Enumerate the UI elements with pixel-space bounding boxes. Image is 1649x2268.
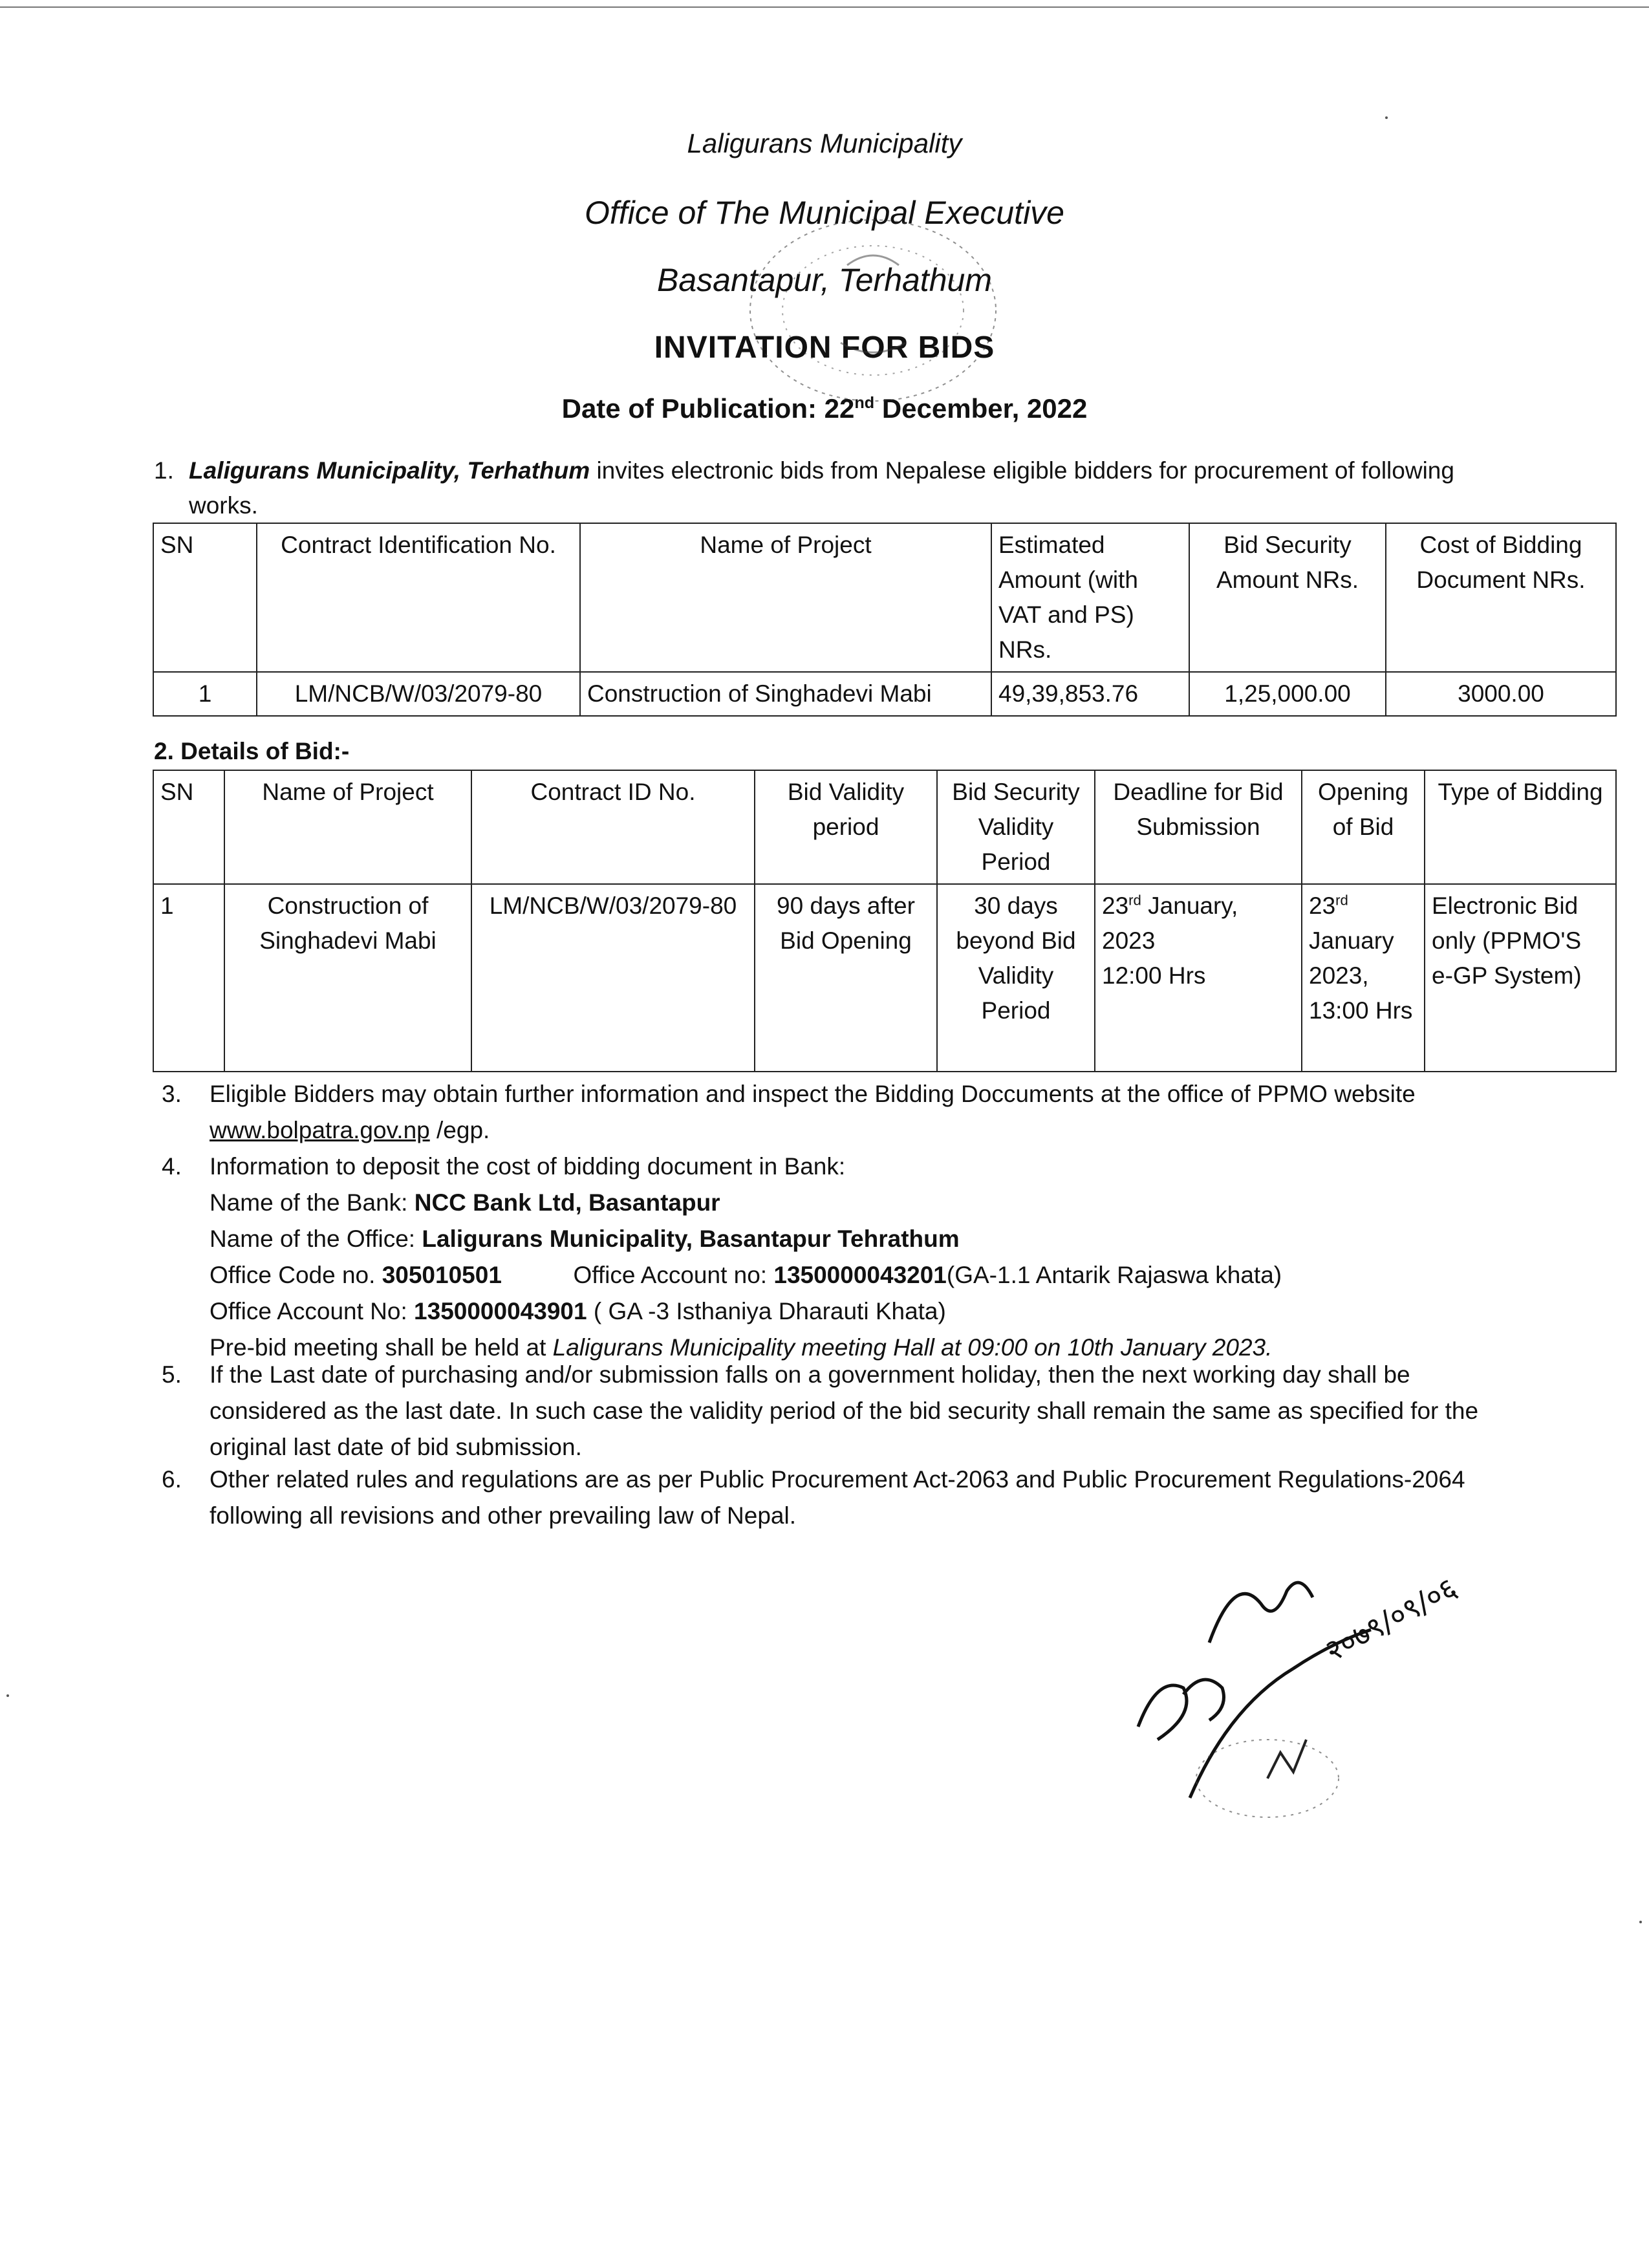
opening-day-suffix: rd: [1335, 892, 1348, 909]
prebid-venue: Laligurans Municipality meeting Hall at 09:00 on 10th January 2023.: [552, 1334, 1273, 1361]
header-cell: Contract Identification No.: [257, 523, 580, 672]
office-code-label: Office Code no.: [210, 1262, 376, 1288]
account-2-type: ( GA -3 Isthaniya Dharauti Khata): [593, 1298, 946, 1324]
item-6-line: following all revisions and other prevailing law of Nepal.: [210, 1502, 796, 1529]
item-number-5: 5.: [162, 1361, 182, 1388]
item-5-text: [210, 1357, 1632, 1465]
scan-speck: [1385, 116, 1388, 119]
section-1-intro: [189, 453, 1611, 489]
header-cell: Name of Project: [224, 770, 471, 884]
cell-sn: 1: [153, 672, 257, 716]
item-number-6: 6.: [162, 1466, 182, 1493]
prebid-text: Pre-bid meeting shall be held at: [210, 1334, 546, 1361]
publication-day: 22: [824, 393, 855, 424]
bank-label: Name of the Bank:: [210, 1189, 408, 1216]
cell-opening: [1302, 884, 1425, 1072]
cell-contract-id: LM/NCB/W/03/2079-80: [257, 672, 580, 716]
header-cell: SN: [153, 770, 224, 884]
bank-name: NCC Bank Ltd, Basantapur: [414, 1189, 720, 1216]
item-4-bank-details: [210, 1149, 1619, 1366]
table-header-row: [153, 770, 1616, 884]
scan-top-edge: [0, 6, 1649, 8]
cell-contract-id: LM/NCB/W/03/2079-80: [471, 884, 755, 1072]
cell-sn: 1: [153, 884, 224, 1072]
office-value: Laligurans Municipality, Basantapur Tehrathum: [422, 1226, 960, 1252]
header-cell: Opening of Bid: [1302, 770, 1425, 884]
item-5-line: If the Last date of purchasing and/or submission falls on a government holiday, then the next working day shall be: [210, 1361, 1410, 1388]
deadline-day: 23: [1102, 892, 1129, 919]
cell-bid-security: 1,25,000.00: [1189, 672, 1386, 716]
bid-details-table: [153, 770, 1617, 1072]
header-cell: Bid Validity period: [755, 770, 937, 884]
publication-month-year: December, 2022: [881, 393, 1088, 424]
cell-bidding-type: Electronic Bid only (PPMO'S e-GP System): [1425, 884, 1616, 1072]
office-location: Basantapur, Terhathum: [657, 262, 992, 298]
section-2-title: 2. Details of Bid:-: [154, 738, 350, 764]
ppmo-website-link[interactable]: www.bolpatra.gov.np: [210, 1117, 430, 1143]
section-1-text-cont: works.: [189, 492, 258, 519]
table-header-row: [153, 523, 1616, 672]
header-cell: Cost of Bidding Document NRs.: [1386, 523, 1616, 672]
bank-intro: Information to deposit the cost of bidding document in Bank:: [210, 1153, 846, 1180]
header-cell: Bid Security Amount NRs.: [1189, 523, 1386, 672]
publication-label: Date of Publication:: [561, 393, 817, 424]
handwritten-signature: [1112, 1565, 1474, 1837]
item-3-body: Eligible Bidders may obtain further information and inspect the Bidding Doccuments at the office of PPMO website: [210, 1081, 1416, 1107]
account-1-number: 1350000043201: [773, 1262, 947, 1288]
publication-day-suffix: nd: [854, 394, 875, 412]
cell-bid-validity: 90 days after Bid Opening: [755, 884, 937, 1072]
header-cell: Deadline for Bid Submission: [1095, 770, 1302, 884]
table-row: [153, 884, 1616, 1072]
item-3-text: [210, 1076, 1619, 1149]
official-stamp: [744, 213, 1002, 414]
opening-date: January 2023, 13:00 Hrs: [1309, 927, 1413, 1024]
deadline-date: January, 2023: [1102, 892, 1238, 954]
cell-document-cost: 3000.00: [1386, 672, 1616, 716]
office-name: Office of The Municipal Executive: [585, 195, 1064, 231]
item-3-tail: /egp.: [436, 1117, 490, 1143]
header-cell: SN: [153, 523, 257, 672]
header-cell: Type of Bidding: [1425, 770, 1616, 884]
deadline-time: 12:00 Hrs: [1102, 962, 1206, 989]
account-1-label: Office Account no:: [573, 1262, 768, 1288]
header-cell: Bid Security Validity Period: [937, 770, 1095, 884]
header-cell: Estimated Amount (with VAT and PS) NRs.: [991, 523, 1189, 672]
cell-deadline: [1095, 884, 1302, 1072]
item-5-line: original last date of bid submission.: [210, 1434, 582, 1460]
cell-estimated-amount: 49,39,853.76: [991, 672, 1189, 716]
table-row: [153, 672, 1616, 716]
cell-project: Construction of Singhadevi Mabi: [580, 672, 991, 716]
account-1-type: (GA-1.1 Antarik Rajaswa khata): [946, 1262, 1282, 1288]
office-code: 305010501: [382, 1262, 502, 1288]
header-cell: Contract ID No.: [471, 770, 755, 884]
scan-speck: [6, 1694, 9, 1697]
cell-security-validity: 30 days beyond Bid Validity Period: [937, 884, 1095, 1072]
item-number-4: 4.: [162, 1153, 182, 1180]
cell-project: Construction of Singhadevi Mabi: [224, 884, 471, 1072]
scan-speck: [1639, 1921, 1642, 1923]
item-number-3: 3.: [162, 1081, 182, 1107]
section-1-text: invites electronic bids from Nepalese eligible bidders for procurement of following: [596, 457, 1454, 484]
opening-day: 23: [1309, 892, 1336, 919]
signature-date-text: २०७९/०९/०६: [1319, 1570, 1463, 1669]
deadline-day-suffix: rd: [1128, 892, 1141, 909]
office-label: Name of the Office:: [210, 1226, 416, 1252]
municipality-emphasis: Laligurans Municipality, Terhathum: [189, 457, 590, 484]
item-6-line: Other related rules and regulations are as per Public Procurement Act-2063 and Public Procurement Regulations-2064: [210, 1466, 1465, 1493]
account-2-label: Office Account No:: [210, 1298, 407, 1324]
item-5-line: considered as the last date. In such case the validity period of the bid security shall remain the same as specified for the: [210, 1398, 1479, 1424]
item-number-1: 1.: [154, 457, 174, 484]
procurement-table: [153, 523, 1617, 717]
municipality-name: Laligurans Municipality: [687, 128, 962, 158]
header-cell: Name of Project: [580, 523, 991, 672]
item-6-text: [210, 1462, 1632, 1534]
page-title: INVITATION FOR BIDS: [654, 330, 995, 365]
account-2-number: 1350000043901: [414, 1298, 587, 1324]
